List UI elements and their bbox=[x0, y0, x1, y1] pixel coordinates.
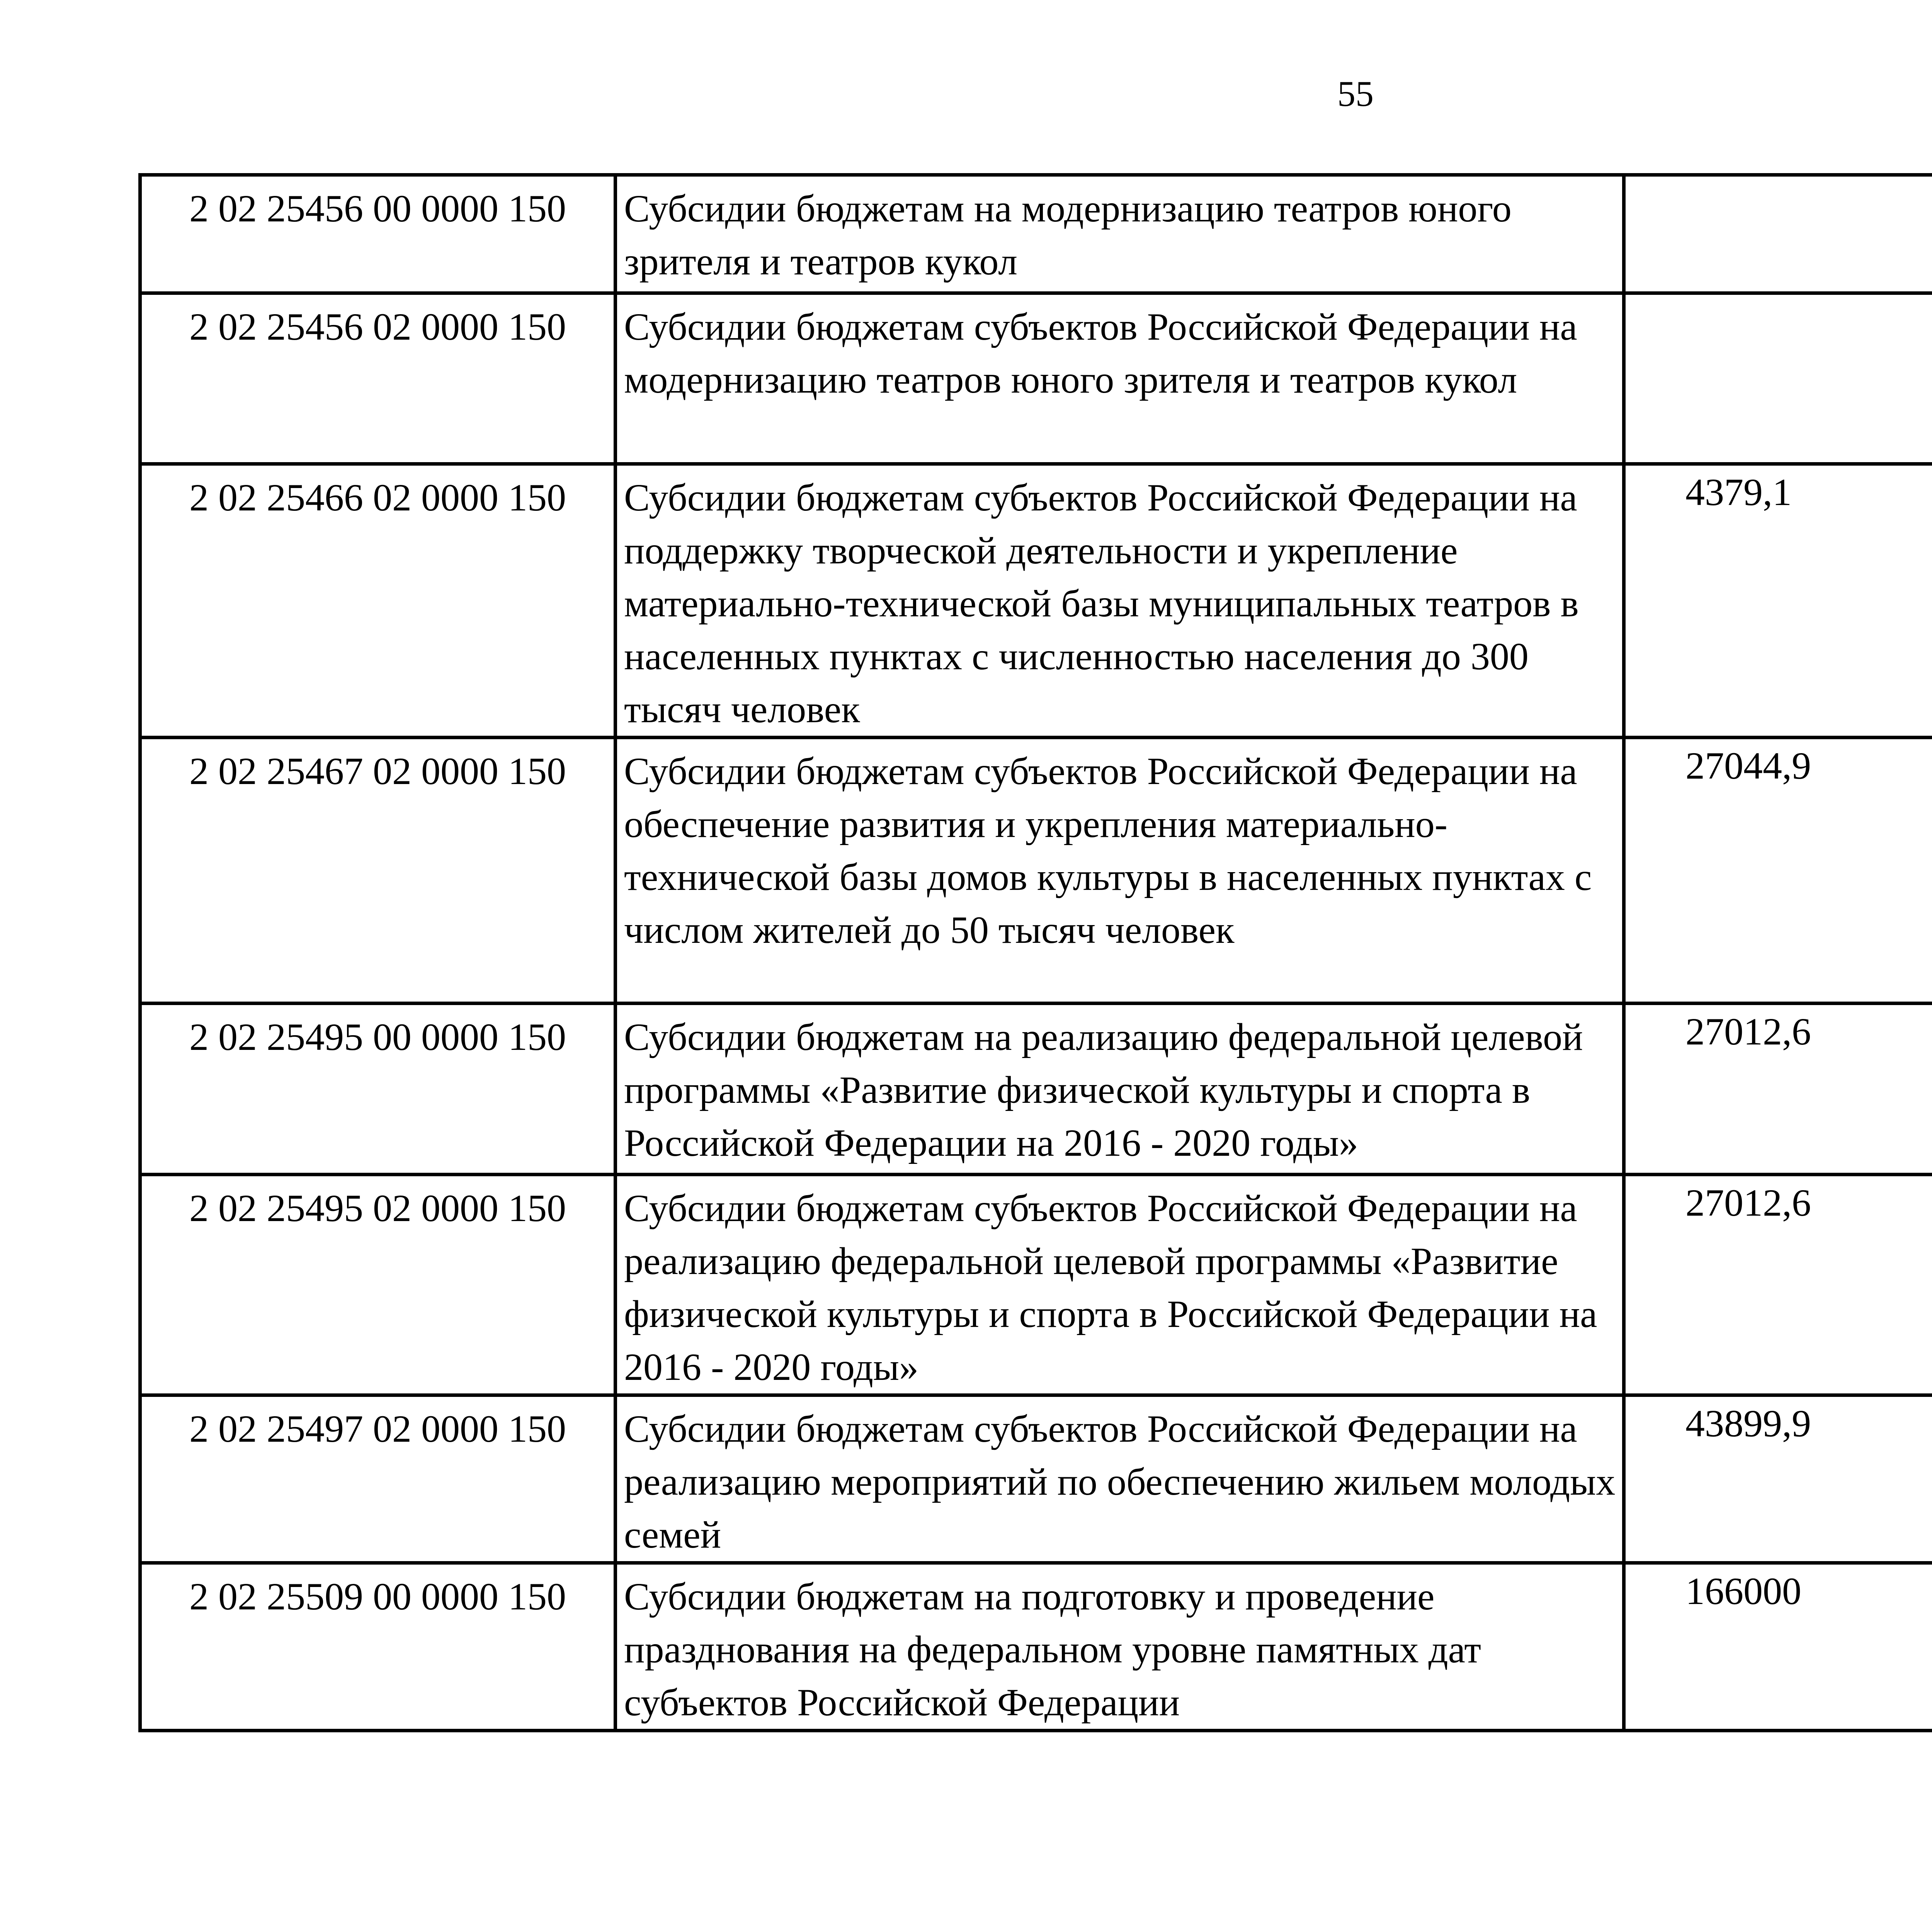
amount-cell-col3 bbox=[1624, 175, 1932, 293]
description-cell: Субсидии бюджетам субъектов Российской Федерации на обеспечение развития и укрепления материально-технической базы домов культуры в населенных пунктах с числом жителей до 50 тысяч человек bbox=[616, 738, 1624, 1004]
amount-cell-col3: 166000 bbox=[1624, 1563, 1932, 1731]
table-row bbox=[140, 1175, 1932, 1395]
budget-code-cell: 2 02 25495 00 0000 150 bbox=[140, 1004, 616, 1175]
table-row bbox=[140, 464, 1932, 738]
amount-cell-col3: 43899,9 bbox=[1624, 1395, 1932, 1563]
description-cell: Субсидии бюджетам субъектов Российской Федерации на реализацию федеральной целевой программы «Развитие физической культуры и спорта в Российской Федерации на 2016 - 2020 годы» bbox=[616, 1175, 1624, 1395]
amount-cell-col3: 27012,6 bbox=[1624, 1175, 1932, 1395]
table-row bbox=[140, 1004, 1932, 1175]
description-cell: Субсидии бюджетам субъектов Российской Федерации на реализацию мероприятий по обеспечению жильем молодых семей bbox=[616, 1395, 1624, 1563]
budget-code-cell: 2 02 25497 02 0000 150 bbox=[140, 1395, 616, 1563]
description-cell: Субсидии бюджетам на подготовку и проведение празднования на федеральном уровне памятных дат субъектов Российской Федерации bbox=[616, 1563, 1624, 1731]
description-cell: Субсидии бюджетам на реализацию федеральной целевой программы «Развитие физической культуры и спорта в Российской Федерации на 2016 - 2020 годы» bbox=[616, 1004, 1624, 1175]
amount-cell-col3: 27044,9 bbox=[1624, 738, 1932, 1004]
table-row bbox=[140, 175, 1932, 293]
table-row bbox=[140, 1395, 1932, 1563]
description-cell: Субсидии бюджетам на модернизацию театров юного зрителя и театров кукол bbox=[616, 175, 1624, 293]
description-cell: Субсидии бюджетам субъектов Российской Федерации на поддержку творческой деятельности и укрепление материально-технической базы муниципальных театров в населенных пунктах с численностью населения до 300 тысяч человек bbox=[616, 464, 1624, 738]
budget-code-cell: 2 02 25467 02 0000 150 bbox=[140, 738, 616, 1004]
budget-code-cell: 2 02 25456 02 0000 150 bbox=[140, 293, 616, 464]
table-row bbox=[140, 1563, 1932, 1731]
budget-code-cell: 2 02 25495 02 0000 150 bbox=[140, 1175, 616, 1395]
page-number: 55 bbox=[1337, 74, 1374, 114]
budget-code-cell: 2 02 25509 00 0000 150 bbox=[140, 1563, 616, 1731]
budget-code-cell: 2 02 25466 02 0000 150 bbox=[140, 464, 616, 738]
description-cell: Субсидии бюджетам субъектов Российской Федерации на модернизацию театров юного зрителя и театров кукол bbox=[616, 293, 1624, 464]
amount-cell-col3: 4379,1 bbox=[1624, 464, 1932, 738]
amount-cell-col3 bbox=[1624, 293, 1932, 464]
budget-table bbox=[138, 173, 1932, 1732]
table-row bbox=[140, 738, 1932, 1004]
table-row bbox=[140, 293, 1932, 464]
budget-code-cell: 2 02 25456 00 0000 150 bbox=[140, 175, 616, 293]
amount-cell-col3: 27012,6 bbox=[1624, 1004, 1932, 1175]
